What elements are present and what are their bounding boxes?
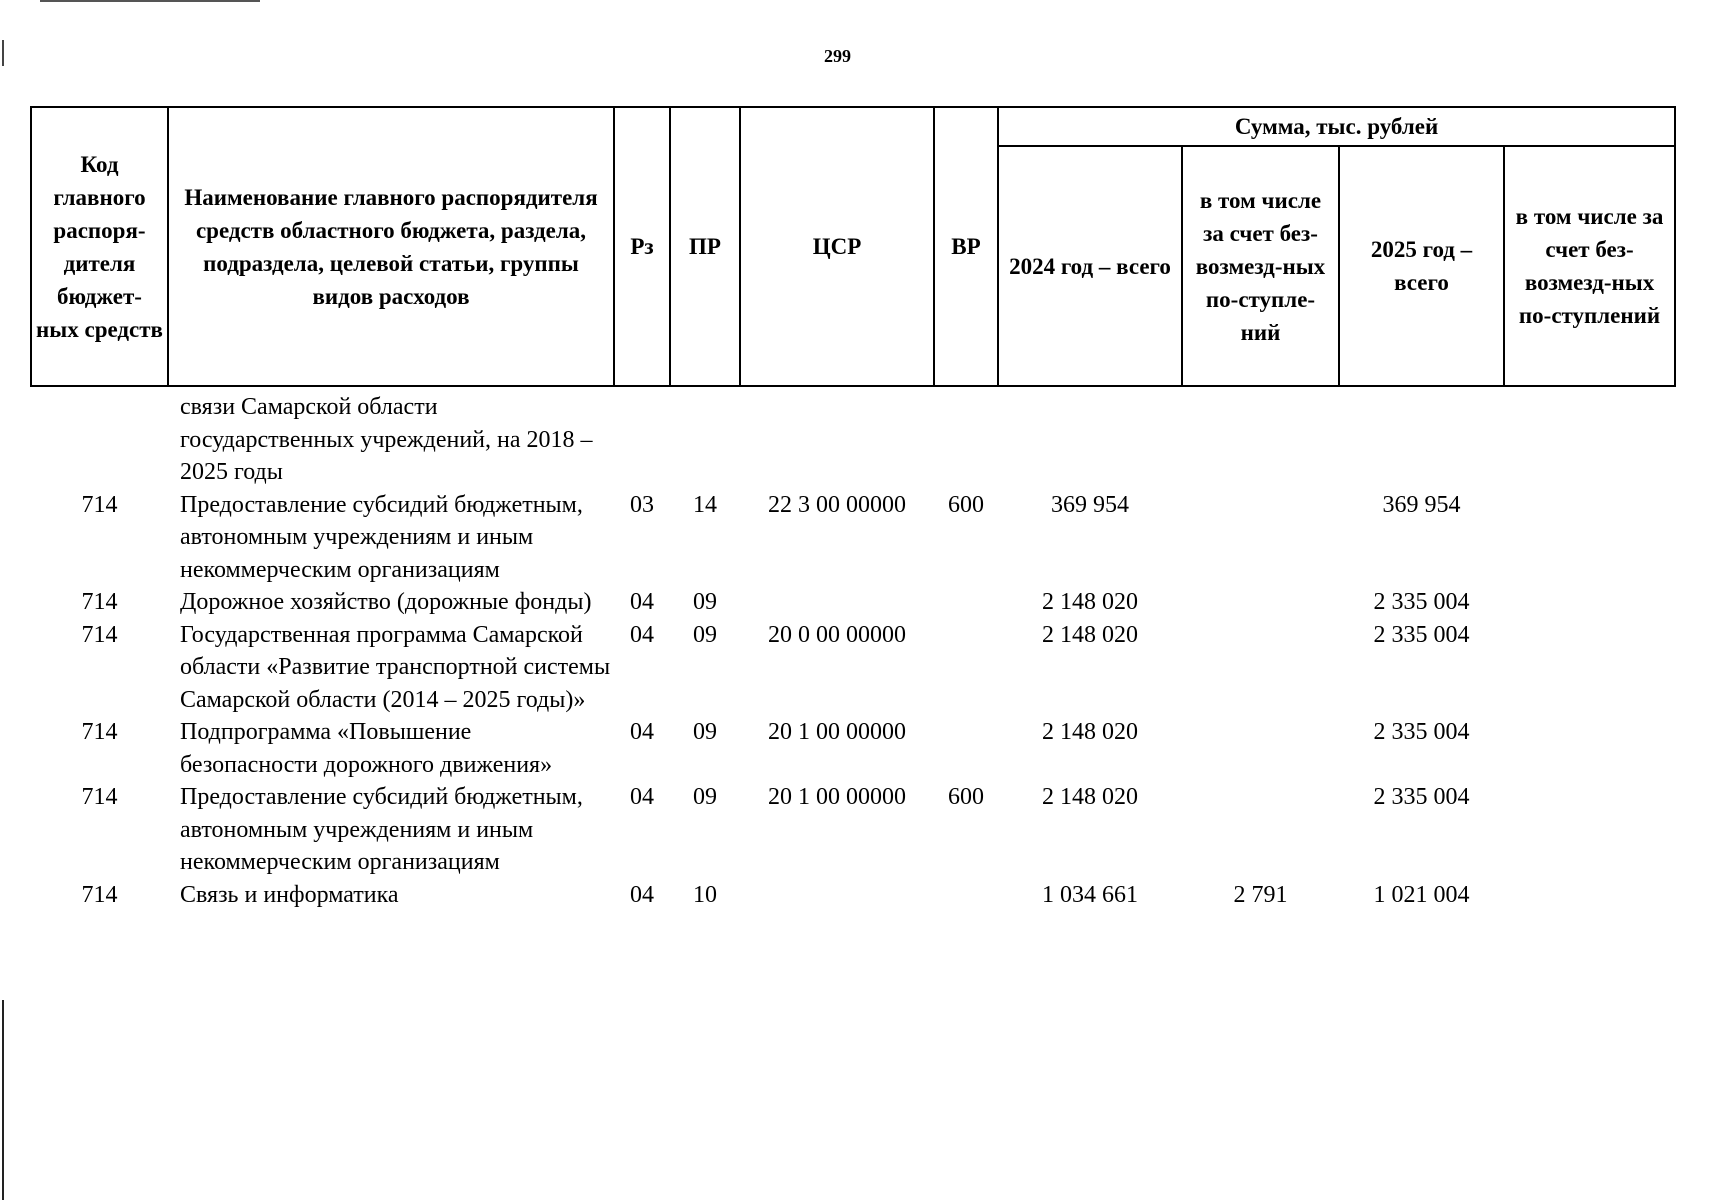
cell-rz: 03 <box>630 491 654 518</box>
cell-code: 714 <box>81 784 118 810</box>
cell-2025-grants <box>1504 879 1675 912</box>
cell-2024-total <box>998 386 1182 489</box>
cell-pr: 09 <box>693 719 717 745</box>
cell-2025-total: 2 335 004 <box>1373 621 1470 648</box>
table-row <box>31 386 1675 489</box>
cell-pr: 09 <box>693 621 717 648</box>
cell-rz <box>614 386 670 489</box>
table-row <box>31 619 1675 717</box>
cell-2024-total: 2 148 020 <box>1042 621 1138 648</box>
cell-rz: 04 <box>630 719 654 745</box>
cell-name: Дорожное хозяйство (дорожные фонды) <box>180 589 592 615</box>
cell-vr <box>934 879 998 912</box>
cell-vr: 600 <box>948 491 984 518</box>
cell-2024-grants <box>1182 489 1339 587</box>
cell-name: Подпрограмма «Повышение безопасности дорожного движения» <box>180 719 553 778</box>
cell-2024-total: 1 034 661 <box>1042 881 1138 908</box>
cell-2025-total <box>1339 386 1504 489</box>
budget-table <box>30 106 1676 911</box>
header-2024-grants: в том числе за счет без-возмезд-ных по-ступле-ний <box>1182 146 1339 386</box>
cell-name: Предоставление субсидий бюджетным, автономным учреждениям и иным некоммерческим организациям <box>180 491 583 583</box>
cell-2025-grants <box>1504 586 1675 619</box>
table-row <box>31 586 1675 619</box>
cell-2025-total: 369 954 <box>1382 491 1461 518</box>
cell-2025-grants <box>1504 386 1675 489</box>
cell-2025-total: 2 335 004 <box>1373 589 1470 615</box>
cell-code: 714 <box>81 491 118 518</box>
cell-name: Связь и информатика <box>180 881 399 908</box>
cell-code: 714 <box>81 719 118 745</box>
cell-csr: 20 0 00 00000 <box>768 621 906 648</box>
cell-vr <box>934 619 998 717</box>
cell-csr: 22 3 00 00000 <box>768 491 906 518</box>
cell-csr: 20 1 00 00000 <box>768 784 906 810</box>
cell-2024-total: 2 148 020 <box>1042 784 1138 810</box>
cell-code <box>31 386 168 489</box>
cell-csr <box>740 879 934 912</box>
scan-edge-line <box>40 0 260 2</box>
page-number: 299 <box>824 46 851 66</box>
cell-2025-total: 2 335 004 <box>1373 784 1470 810</box>
cell-code: 714 <box>81 881 118 908</box>
cell-pr: 10 <box>693 881 717 908</box>
header-code: Код главного распоря-дителя бюджет-ных средств <box>31 107 168 386</box>
cell-2024-total: 2 148 020 <box>1042 719 1138 745</box>
header-name: Наименование главного распорядителя средств областного бюджета, раздела, подраздела, целевой статьи, группы видов расходов <box>168 107 614 386</box>
cell-name: связи Самарской области государственных учреждений, на 2018 – 2025 годы <box>180 394 593 485</box>
table-header <box>31 107 1675 386</box>
cell-code: 714 <box>81 589 118 615</box>
cell-pr: 09 <box>693 589 717 615</box>
cell-2025-total: 2 335 004 <box>1373 719 1470 745</box>
cell-vr <box>934 716 998 781</box>
table-body <box>31 386 1675 911</box>
cell-2025-total: 1 021 004 <box>1373 881 1470 908</box>
cell-rz: 04 <box>630 784 654 810</box>
cell-code: 714 <box>81 621 118 648</box>
cell-vr <box>934 386 998 489</box>
cell-pr <box>670 386 740 489</box>
cell-rz: 04 <box>630 589 654 615</box>
header-vr: ВР <box>934 107 998 386</box>
header-2025-grants: в том числе за счет без-возмезд-ных по-ступлений <box>1504 146 1675 386</box>
cell-name: Предоставление субсидий бюджетным, автономным учреждениям и иным некоммерческим организациям <box>180 784 583 875</box>
cell-vr: 600 <box>948 784 984 810</box>
header-rz: Рз <box>614 107 670 386</box>
cell-2024-total: 369 954 <box>1051 491 1129 518</box>
cell-name: Государственная программа Самарской области «Развитие транспортной системы Самарской области (2014 – 2025 годы)» <box>180 621 611 713</box>
cell-2024-grants: 2 791 <box>1233 881 1288 908</box>
cell-csr <box>740 586 934 619</box>
cell-csr: 20 1 00 00000 <box>768 719 906 745</box>
cell-2024-grants <box>1182 386 1339 489</box>
header-pr: ПР <box>670 107 740 386</box>
cell-2025-grants <box>1504 781 1675 879</box>
cell-2024-grants <box>1182 781 1339 879</box>
table-row <box>31 716 1675 781</box>
cell-2024-grants <box>1182 586 1339 619</box>
cell-2024-total: 2 148 020 <box>1042 589 1138 615</box>
header-2024-total: 2024 год – всего <box>998 146 1182 386</box>
table-row <box>31 489 1675 587</box>
cell-rz: 04 <box>630 881 654 908</box>
table-row <box>31 781 1675 879</box>
cell-pr: 14 <box>693 491 717 518</box>
header-2025-total: 2025 год – всего <box>1339 146 1504 386</box>
cell-2025-grants <box>1504 489 1675 587</box>
cell-csr <box>740 386 934 489</box>
cell-2025-grants <box>1504 716 1675 781</box>
cell-pr: 09 <box>693 784 717 810</box>
cell-2024-grants <box>1182 619 1339 717</box>
cell-vr <box>934 586 998 619</box>
table-row <box>31 879 1675 912</box>
cell-rz: 04 <box>630 621 654 648</box>
header-sum: Сумма, тыс. рублей <box>998 107 1675 146</box>
scan-margin-line <box>2 1000 4 1200</box>
header-csr: ЦСР <box>740 107 934 386</box>
cell-2025-grants <box>1504 619 1675 717</box>
cell-2024-grants <box>1182 716 1339 781</box>
